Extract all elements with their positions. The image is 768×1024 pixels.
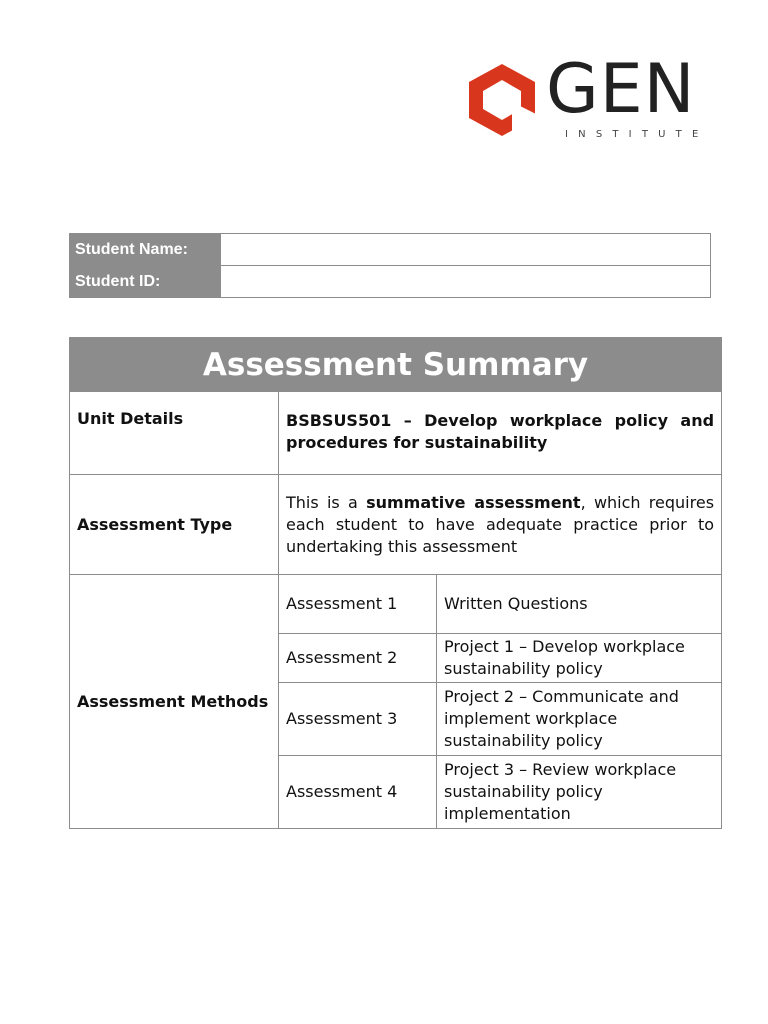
method-name: Assessment 4 xyxy=(279,756,437,829)
student-id-row xyxy=(70,266,711,298)
summary-title: Assessment Summary xyxy=(70,338,722,392)
student-name-label: Student Name: xyxy=(70,234,221,266)
method-desc: Project 2 – Communicate and implement workplace sustainability policy xyxy=(437,683,722,756)
student-id-field[interactable] xyxy=(221,266,711,298)
gen-hexagon-icon xyxy=(466,62,538,138)
assessment-methods-label: Assessment Methods xyxy=(70,575,279,829)
method-name: Assessment 3 xyxy=(279,683,437,756)
student-name-row xyxy=(70,234,711,266)
method-desc: Written Questions xyxy=(437,575,722,634)
student-info-table xyxy=(69,233,711,298)
unit-details-value: BSBSUS501 – Develop workplace policy and procedures for sustainability xyxy=(279,392,722,475)
method-desc: Project 3 – Review workplace sustainability policy implementation xyxy=(437,756,722,829)
student-id-label: Student ID: xyxy=(70,266,221,298)
assessment-summary-table xyxy=(69,337,722,829)
type-text-pre: This is a xyxy=(286,492,367,512)
assessment-type-value xyxy=(279,475,722,575)
type-text-bold: summative assessment xyxy=(366,492,581,512)
method-name: Assessment 1 xyxy=(279,575,437,634)
logo-subtitle: INSTITUTE xyxy=(565,129,709,140)
logo-wordmark: GEN xyxy=(546,50,696,129)
method-desc: Project 1 – Develop workplace sustainability policy xyxy=(437,634,722,683)
gen-institute-logo xyxy=(466,50,716,146)
type-text-post: , which requires each student to have adequate practice prior to undertaking this assessment xyxy=(286,492,715,556)
unit-details-label: Unit Details xyxy=(70,392,279,475)
student-name-field[interactable] xyxy=(221,234,711,266)
assessment-type-label: Assessment Type xyxy=(70,475,279,575)
method-name: Assessment 2 xyxy=(279,634,437,683)
